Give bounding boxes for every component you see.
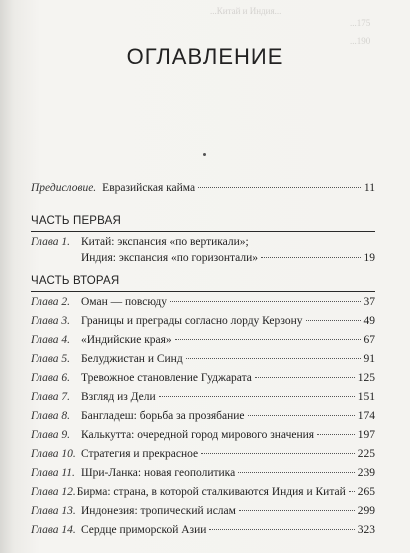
entry-label: Глава 1. xyxy=(31,236,70,248)
dot-leader xyxy=(239,510,355,511)
entry-title: «Индийские края» xyxy=(81,334,172,346)
entry-label: Глава 3. xyxy=(31,315,70,327)
page-number: 11 xyxy=(363,182,375,194)
entry-title: Взгляд из Дели xyxy=(81,391,156,403)
entry-title: Шри-Ланка: новая геополитика xyxy=(81,467,236,479)
entry-title: Границы и преграды согласно лорду Керзону xyxy=(81,315,303,327)
page-number: 49 xyxy=(363,315,375,327)
ghost-line: ...190 xyxy=(350,36,371,46)
dot-leader xyxy=(186,358,361,359)
dot-leader xyxy=(248,415,355,416)
toc-entry[interactable] xyxy=(31,429,375,445)
dot-leader xyxy=(306,320,361,321)
entry-label: Глава 9. xyxy=(31,429,70,441)
page-number: 265 xyxy=(357,486,375,498)
toc-entry[interactable] xyxy=(31,315,375,331)
entry-label: Глава 13. xyxy=(31,505,76,517)
section-rule xyxy=(31,231,375,232)
entry-label: Глава 4. xyxy=(31,334,70,346)
entry-title: Калькутта: очередной город мирового значения xyxy=(81,429,315,441)
toc-entry[interactable] xyxy=(31,410,375,426)
dot-leader xyxy=(209,529,354,530)
entry-label: Глава 2. xyxy=(31,296,70,308)
page-number: 67 xyxy=(363,334,375,346)
entry-title: Евразийская кайма xyxy=(102,182,196,194)
entry-label: Глава 8. xyxy=(31,410,70,422)
toc-entry[interactable] xyxy=(31,524,375,540)
dot-leader xyxy=(349,491,355,492)
dot-leader xyxy=(317,434,355,435)
toc-entry-preface[interactable] xyxy=(31,182,375,198)
entry-label: Глава 5. xyxy=(31,353,70,365)
entry-title: Китай: экспансия «по вертикали»; xyxy=(81,236,249,248)
entry-title: Оман — повсюду xyxy=(81,296,167,308)
section-rule xyxy=(31,291,375,292)
entry-title: Бангладеш: борьба за прозябание xyxy=(81,410,245,422)
dot-leader xyxy=(201,453,355,454)
page-number: 19 xyxy=(363,252,375,264)
ghost-line: ...175 xyxy=(350,18,371,28)
entry-title: Индонезия: тропический ислам xyxy=(81,505,236,517)
toc-entry-chapter-1-cont[interactable] xyxy=(81,252,375,268)
entry-label: Предисловие. xyxy=(31,182,97,194)
toc-entry[interactable] xyxy=(31,505,375,521)
toc-entry[interactable] xyxy=(31,486,375,502)
dot-leader xyxy=(198,187,361,188)
toc-entry[interactable] xyxy=(31,391,375,407)
page-number: 299 xyxy=(357,505,375,517)
entry-label: Глава 7. xyxy=(31,391,70,403)
page-number: 151 xyxy=(357,391,375,403)
toc-entry[interactable] xyxy=(31,334,375,350)
dot-leader xyxy=(255,377,355,378)
page-number: 91 xyxy=(363,353,375,365)
ghost-line: ...Китай и Индия... xyxy=(210,6,282,16)
entry-label: Глава 6. xyxy=(31,372,70,384)
toc-entry-chapter-1[interactable] xyxy=(31,236,375,252)
page-title: ОГЛАВЛЕНИЕ xyxy=(126,44,284,69)
dot-leader xyxy=(261,257,360,258)
entry-label: Глава 11. xyxy=(31,467,75,479)
entry-title: Белуджистан и Синд xyxy=(81,353,183,365)
entry-label: Глава 10. xyxy=(31,448,76,460)
page-number: 37 xyxy=(363,296,375,308)
page-number: 125 xyxy=(357,372,375,384)
entry-title: Тревожное становление Гуджарата xyxy=(81,372,252,384)
page-number: 239 xyxy=(357,467,375,479)
dot-leader xyxy=(175,339,361,340)
page-number: 323 xyxy=(357,524,375,536)
entry-title: Бирма: страна, в которой сталкиваются Индия и Китай xyxy=(76,486,346,498)
dot-leader xyxy=(159,396,355,397)
toc-entry[interactable] xyxy=(31,296,375,312)
entry-title: Сердце приморской Азии xyxy=(81,524,207,536)
toc-entry[interactable] xyxy=(31,448,375,464)
entry-label: Глава 12. xyxy=(31,486,76,498)
ink-speck xyxy=(203,153,206,156)
entry-label: Глава 14. xyxy=(31,524,76,536)
page-number: 197 xyxy=(357,429,375,441)
page-number: 174 xyxy=(357,410,375,422)
toc-entry[interactable] xyxy=(31,467,375,483)
part-heading: ЧАСТЬ ВТОРАЯ xyxy=(31,275,120,287)
dot-leader xyxy=(170,301,361,302)
entry-title: Стратегия и прекрасное xyxy=(81,448,199,460)
page-number: 225 xyxy=(357,448,375,460)
toc-entry[interactable] xyxy=(31,353,375,369)
entry-title: Индия: экспансия «по горизонтали» xyxy=(81,252,259,264)
part-heading: ЧАСТЬ ПЕРВАЯ xyxy=(31,215,122,227)
toc-entry[interactable] xyxy=(31,372,375,388)
dot-leader xyxy=(238,472,355,473)
